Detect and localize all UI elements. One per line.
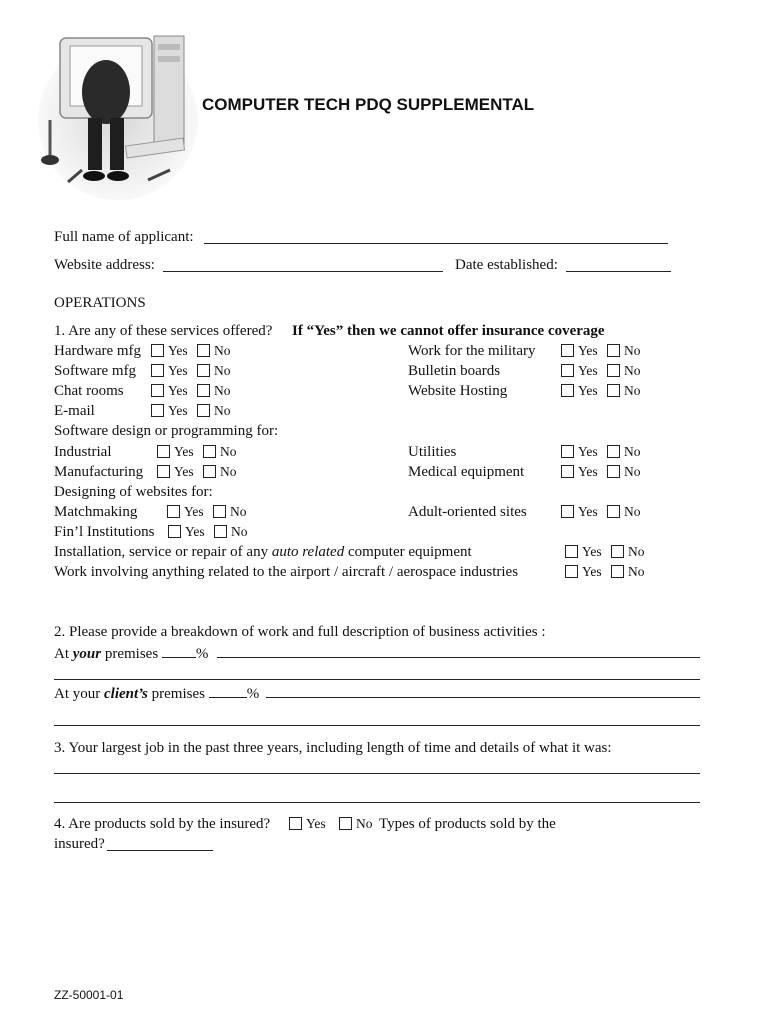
utilities-yes-no	[561, 443, 641, 461]
your-emphasis: your	[72, 646, 102, 662]
bulletin-label: Bulletin boards	[408, 363, 501, 379]
bulletin-yes-checkbox[interactable]	[561, 364, 574, 377]
q4-line2-label: insured?	[54, 836, 105, 852]
matchmaking-no-checkbox[interactable]	[213, 505, 226, 518]
q4-products-field[interactable]	[107, 850, 213, 851]
q4-text: 4. Are products sold by the insured?	[54, 816, 271, 832]
hardware-no-checkbox[interactable]	[197, 344, 210, 357]
chat-no-checkbox[interactable]	[197, 384, 210, 397]
email-yes-checkbox[interactable]	[151, 404, 164, 417]
military-yes-checkbox[interactable]	[561, 344, 574, 357]
software-design-heading: Software design or programming for:	[54, 423, 279, 439]
no-label: No	[624, 343, 641, 358]
email-no-checkbox[interactable]	[197, 404, 210, 417]
hosting-yes-no	[561, 382, 641, 400]
no-label: No	[230, 504, 247, 519]
hosting-yes-checkbox[interactable]	[561, 384, 574, 397]
client-post: premises	[147, 686, 205, 702]
no-label: No	[214, 363, 231, 378]
no-label: No	[214, 343, 231, 358]
your-premises-line[interactable]	[217, 657, 700, 658]
no-label: No	[220, 444, 237, 459]
q3-text: 3. Your largest job in the past three years, including length of time and details of what it was:	[54, 740, 612, 756]
no-label: No	[624, 444, 641, 459]
website-label: Website address:	[54, 257, 155, 273]
chat-yes-checkbox[interactable]	[151, 384, 164, 397]
no-label: No	[214, 383, 231, 398]
your-pre: At	[54, 646, 73, 662]
yes-label: Yes	[174, 464, 194, 479]
industrial-yes-no	[157, 443, 237, 461]
adult-no-checkbox[interactable]	[607, 505, 620, 518]
medical-no-checkbox[interactable]	[607, 465, 620, 478]
yes-label: Yes	[578, 383, 598, 398]
q2-line-2[interactable]	[54, 725, 700, 726]
installation-pre: Installation, service or repair of any	[54, 544, 272, 560]
q1-warning: If “Yes” then we cannot offer insurance coverage	[292, 323, 605, 339]
date-established-field[interactable]	[566, 271, 671, 272]
software-yes-checkbox[interactable]	[151, 364, 164, 377]
installation-yes-no	[565, 543, 645, 561]
installation-label	[54, 543, 472, 561]
yes-label: Yes	[185, 524, 205, 539]
your-percent-field[interactable]	[162, 643, 196, 658]
client-percent-field[interactable]	[209, 683, 247, 698]
percent-sign: %	[195, 646, 209, 662]
computer-repair-icon	[38, 30, 198, 200]
date-established-label: Date established:	[455, 257, 558, 273]
utilities-label: Utilities	[408, 444, 457, 460]
operations-heading: OPERATIONS	[54, 295, 146, 311]
bulletin-no-checkbox[interactable]	[607, 364, 620, 377]
page-title: COMPUTER TECH PDQ SUPPLEMENTAL	[202, 95, 535, 114]
email-label: E-mail	[54, 403, 95, 419]
installation-no-checkbox[interactable]	[611, 545, 624, 558]
q3-line-1[interactable]	[54, 773, 700, 774]
yes-label: Yes	[184, 504, 204, 519]
installation-post: computer equipment	[344, 544, 472, 560]
email-yes-no	[151, 402, 231, 420]
adult-label: Adult-oriented sites	[408, 504, 527, 520]
chat-rooms-label: Chat rooms	[54, 383, 124, 399]
hardware-yes-checkbox[interactable]	[151, 344, 164, 357]
manufacturing-yes-checkbox[interactable]	[157, 465, 170, 478]
fin-yes-no	[168, 523, 248, 541]
yes-label: Yes	[578, 504, 598, 519]
no-label: No	[624, 363, 641, 378]
yes-label: Yes	[168, 403, 188, 418]
manufacturing-yes-no	[157, 463, 237, 481]
client-emphasis: client’s	[104, 686, 148, 702]
no-label: No	[356, 816, 373, 831]
client-pre: At your	[54, 686, 104, 702]
q1-text: 1. Are any of these services offered?	[54, 323, 273, 339]
percent-sign: %	[246, 686, 260, 702]
fin-institutions-label: Fin’l Institutions	[54, 524, 155, 540]
airport-label: Work involving anything related to the airport / aircraft / aerospace industries	[54, 564, 519, 580]
airport-yes-checkbox[interactable]	[565, 565, 578, 578]
no-label: No	[624, 504, 641, 519]
medical-yes-no	[561, 463, 641, 481]
full-name-field[interactable]	[204, 243, 668, 244]
manufacturing-label: Manufacturing	[54, 464, 144, 480]
manufacturing-no-checkbox[interactable]	[203, 465, 216, 478]
your-post: premises	[101, 646, 159, 662]
website-field[interactable]	[163, 271, 443, 272]
medical-label: Medical equipment	[408, 464, 525, 480]
yes-label: Yes	[168, 383, 188, 398]
yes-label: Yes	[306, 816, 326, 831]
military-yes-no	[561, 342, 641, 360]
q4-no-checkbox[interactable]	[339, 817, 352, 830]
industrial-no-checkbox[interactable]	[203, 445, 216, 458]
utilities-no-checkbox[interactable]	[607, 445, 620, 458]
no-label: No	[628, 544, 645, 559]
yes-label: Yes	[578, 363, 598, 378]
fin-yes-checkbox[interactable]	[168, 525, 181, 538]
full-name-label: Full name of applicant:	[54, 229, 194, 245]
matchmaking-yes-checkbox[interactable]	[167, 505, 180, 518]
adult-yes-no	[561, 503, 641, 521]
software-no-checkbox[interactable]	[197, 364, 210, 377]
no-label: No	[628, 564, 645, 579]
industrial-label: Industrial	[54, 444, 112, 460]
no-label: No	[231, 524, 248, 539]
utilities-yes-checkbox[interactable]	[561, 445, 574, 458]
matchmaking-label: Matchmaking	[54, 504, 138, 520]
airport-no-checkbox[interactable]	[611, 565, 624, 578]
yes-label: Yes	[582, 564, 602, 579]
airport-yes-no	[565, 563, 645, 581]
software-yes-no	[151, 362, 231, 380]
industrial-yes-checkbox[interactable]	[157, 445, 170, 458]
medical-yes-checkbox[interactable]	[561, 465, 574, 478]
web-design-heading: Designing of websites for:	[54, 484, 213, 500]
chat-yes-no	[151, 382, 231, 400]
no-label: No	[220, 464, 237, 479]
military-no-checkbox[interactable]	[607, 344, 620, 357]
q4-yes-no	[289, 815, 373, 833]
yes-label: Yes	[168, 363, 188, 378]
no-label: No	[624, 383, 641, 398]
q3-line-2[interactable]	[54, 802, 700, 803]
q2-line-1[interactable]	[54, 679, 700, 680]
fin-no-checkbox[interactable]	[214, 525, 227, 538]
yes-label: Yes	[578, 464, 598, 479]
bulletin-yes-no	[561, 362, 641, 380]
hardware-label: Hardware mfg	[54, 343, 142, 359]
yes-label: Yes	[578, 343, 598, 358]
client-premises-line[interactable]	[266, 697, 700, 698]
computer-repair-illustration	[38, 30, 198, 200]
q2-text: 2. Please provide a breakdown of work and full description of business activities :	[54, 624, 546, 640]
q4-yes-checkbox[interactable]	[289, 817, 302, 830]
software-label: Software mfg	[54, 363, 137, 379]
your-premises-label	[54, 643, 208, 663]
hardware-yes-no	[151, 342, 231, 360]
client-premises-label	[54, 683, 259, 703]
yes-label: Yes	[168, 343, 188, 358]
form-code: ZZ-50001-01	[54, 988, 124, 1002]
yes-label: Yes	[582, 544, 602, 559]
hosting-label: Website Hosting	[408, 383, 508, 399]
yes-label: Yes	[578, 444, 598, 459]
no-label: No	[214, 403, 231, 418]
installation-emphasis: auto related	[271, 544, 345, 560]
q4-after-text: Types of products sold by the	[379, 816, 556, 832]
installation-yes-checkbox[interactable]	[565, 545, 578, 558]
yes-label: Yes	[174, 444, 194, 459]
hosting-no-checkbox[interactable]	[607, 384, 620, 397]
adult-yes-checkbox[interactable]	[561, 505, 574, 518]
military-label: Work for the military	[408, 343, 536, 359]
no-label: No	[624, 464, 641, 479]
matchmaking-yes-no	[167, 503, 247, 521]
